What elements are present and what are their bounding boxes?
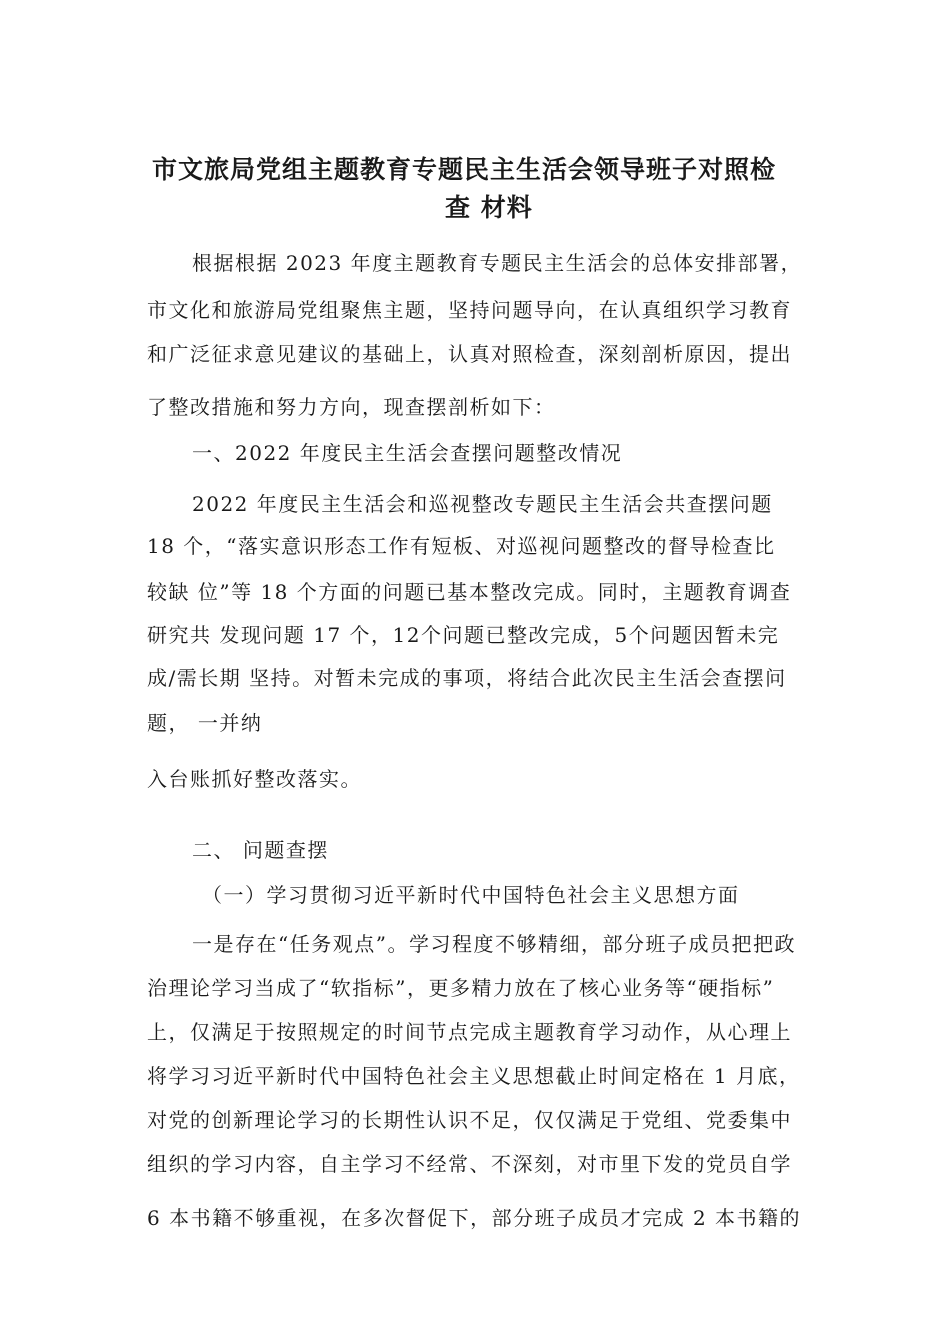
document-title-line-1: 市文旅局党组主题教育专题民主生活会领导班子对照检 bbox=[152, 155, 777, 184]
paragraph-line: 将学习习近平新时代中国特色社会主义思想截止时间定格在 1 月底， bbox=[147, 1064, 801, 1088]
paragraph-line: 上，仅满足于按照规定的时间节点完成主题教育学习动作，从心理上 bbox=[147, 1020, 792, 1044]
paragraph-line: 和广泛征求意见建议的基础上，认真对照检查，深刻剖析原因，提出 bbox=[147, 342, 792, 366]
paragraph-line: 组织的学习内容，自主学习不经常、不深刻，对市里下发的党员自学 bbox=[147, 1152, 792, 1176]
document-title-line-2: 查 材料 bbox=[445, 193, 533, 222]
paragraph-line: 题， 一并纳 bbox=[147, 711, 263, 735]
paragraph-line: 较缺 位”等 18 个方面的问题已基本整改完成。同时，主题教育调查 bbox=[147, 580, 792, 604]
subsection-heading-1: （一）学习贯彻习近平新时代中国特色社会主义思想方面 bbox=[202, 883, 740, 907]
paragraph-line: 6 本书籍不够重视，在多次督促下，部分班子成员才完成 2 本书籍的 bbox=[147, 1206, 802, 1230]
paragraph-line: 治理论学习当成了“软指标”，更多精力放在了核心业务等“硬指标” bbox=[147, 976, 775, 1000]
paragraph-line: 一是存在“任务观点”。学习程度不够精细，部分班子成员把把政 bbox=[192, 932, 796, 956]
paragraph-line: 入台账抓好整改落实。 bbox=[147, 767, 362, 791]
section-heading-2: 二、 问题查摆 bbox=[192, 838, 329, 862]
paragraph-line: 对党的创新理论学习的长期性认识不足，仅仅满足于党组、党委集中 bbox=[147, 1108, 792, 1132]
paragraph-line: 研究共 发现问题 17 个，12个问题已整改完成，5个问题因暂未完 bbox=[147, 623, 780, 647]
paragraph-line: 了整改措施和努力方向，现查摆剖析如下： bbox=[147, 395, 556, 419]
section-heading-1: 一、2022 年度民主生活会查摆问题整改情况 bbox=[192, 441, 623, 465]
paragraph-line: 成/需长期 坚持。对暂未完成的事项，将结合此次民主生活会查摆问 bbox=[147, 666, 787, 690]
paragraph-line: 2022 年度民主生活会和巡视整改专题民主生活会共查摆问题 bbox=[192, 492, 773, 516]
paragraph-line: 根据根据 2023 年度主题教育专题民主生活会的总体安排部署， bbox=[192, 251, 803, 275]
paragraph-line: 18 个，“落实意识形态工作有短板、对巡视问题整改的督导检查比 bbox=[147, 534, 776, 558]
paragraph-line: 市文化和旅游局党组聚焦主题，坚持问题导向，在认真组织学习教育 bbox=[147, 298, 792, 322]
